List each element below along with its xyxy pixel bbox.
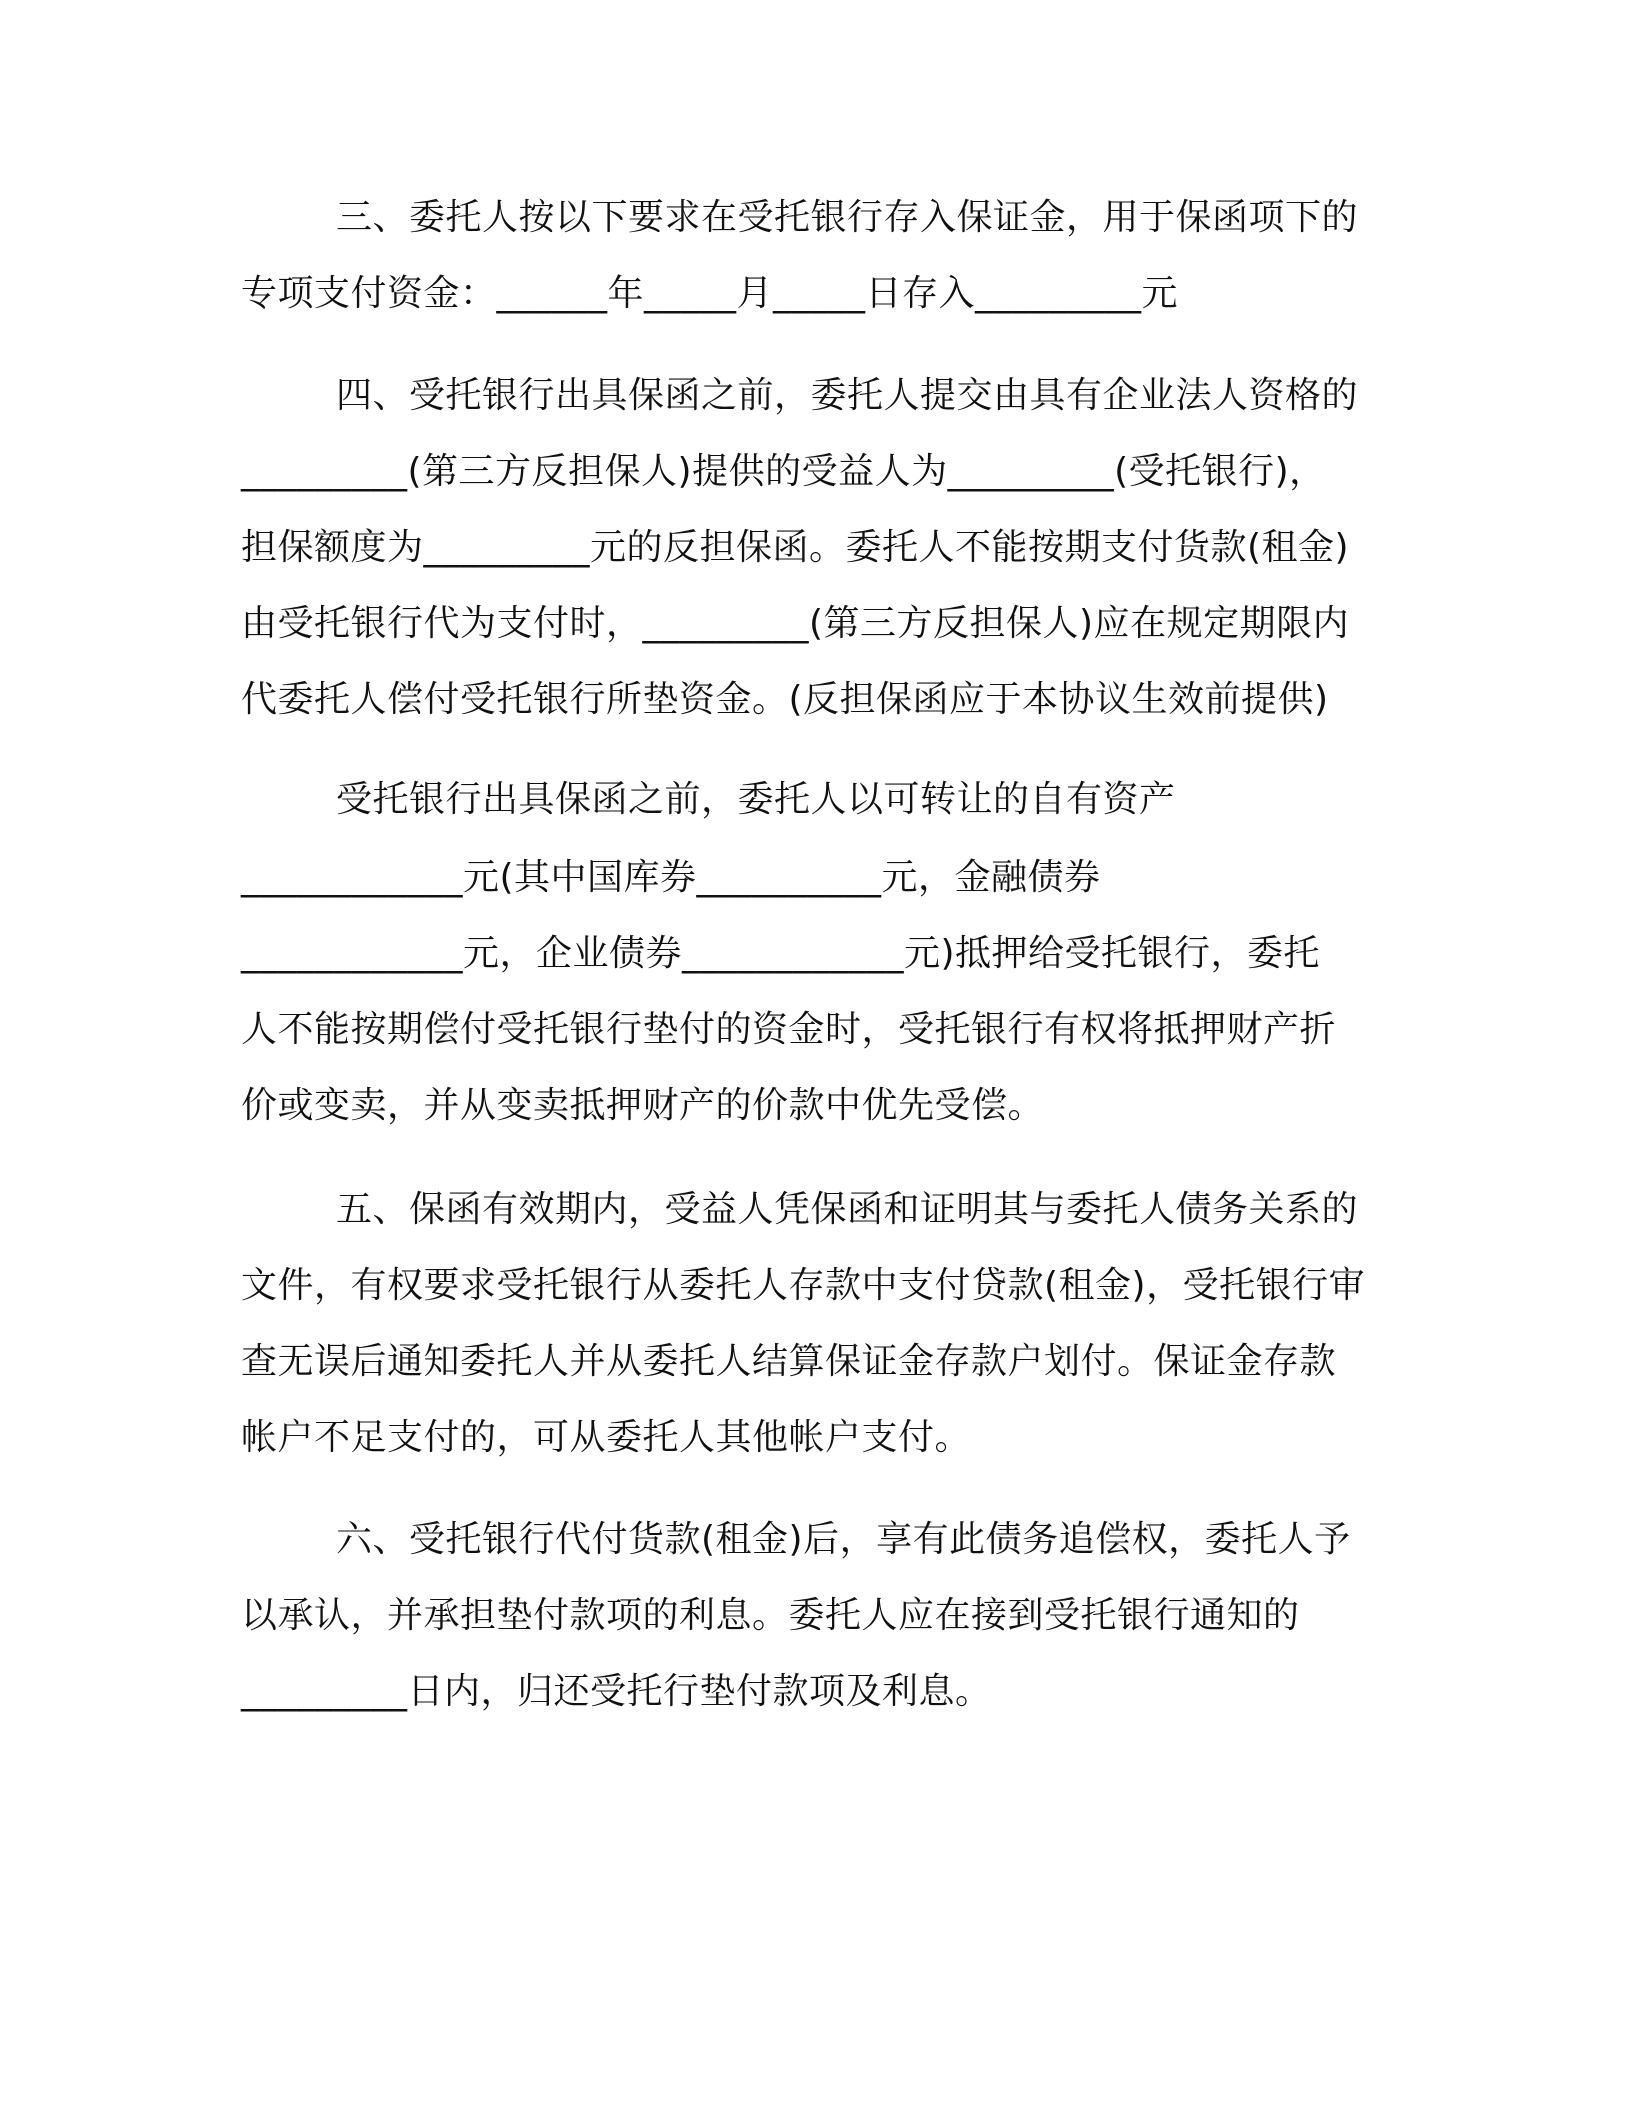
section4-p2-line-5: 价或变卖，并从变卖抵押财产的价款中优先受偿。 — [241, 1085, 1045, 1126]
section4-line-3: 担保额度为_________元的反担保函。委托人不能按期支付货款(租金) — [241, 527, 1350, 568]
section5-line-3: 查无误后通知委托人并从委托人结算保证金存款户划付。保证金存款 — [241, 1341, 1337, 1382]
section4-line-1: 四、受托银行出具保函之前，委托人提交由具有企业法人资格的 — [336, 375, 1359, 416]
section5-line-1: 五、保函有效期内，受益人凭保函和证明其与委托人债务关系的 — [336, 1189, 1359, 1230]
section5-line-4: 帐户不足支付的，可从委托人其他帐户支付。 — [241, 1417, 972, 1458]
section4-line-2: _________(第三方反担保人)提供的受益人为_________(受托银行)， — [241, 451, 1326, 492]
section5-line-2: 文件，有权要求受托银行从委托人存款中支付贷款(租金)，受托银行审 — [241, 1265, 1366, 1306]
section4-p2-line-1: 受托银行出具保函之前，委托人以可转让的自有资产 — [336, 779, 1176, 820]
section3-line-2: 专项支付资金：______年_____月_____日存入_________元 — [241, 273, 1179, 314]
section4-p2-line-3: ____________元，企业债券____________元)抵押给受托银行，委托 — [241, 933, 1321, 974]
section4-p2-line-2: ____________元(其中国库券__________元，金融债券 — [241, 857, 1101, 898]
section3-line-1: 三、委托人按以下要求在受托银行存入保证金，用于保函项下的 — [336, 197, 1359, 238]
section6-line-2: 以承认，并承担垫付款项的利息。委托人应在接到受托银行通知的 — [241, 1595, 1300, 1636]
section6-line-3: _________日内，归还受托行垫付款项及利息。 — [241, 1671, 992, 1712]
section4-line-5: 代委托人偿付受托银行所垫资金。(反担保函应于本协议生效前提供) — [241, 679, 1329, 720]
section4-p2-line-4: 人不能按期偿付受托银行垫付的资金时，受托银行有权将抵押财产折 — [241, 1009, 1337, 1050]
section6-line-1: 六、受托银行代付货款(租金)后，享有此债务追偿权，委托人予 — [336, 1519, 1351, 1560]
section4-line-4: 由受托银行代为支付时，_________(第三方反担保人)应在规定期限内 — [241, 603, 1350, 644]
